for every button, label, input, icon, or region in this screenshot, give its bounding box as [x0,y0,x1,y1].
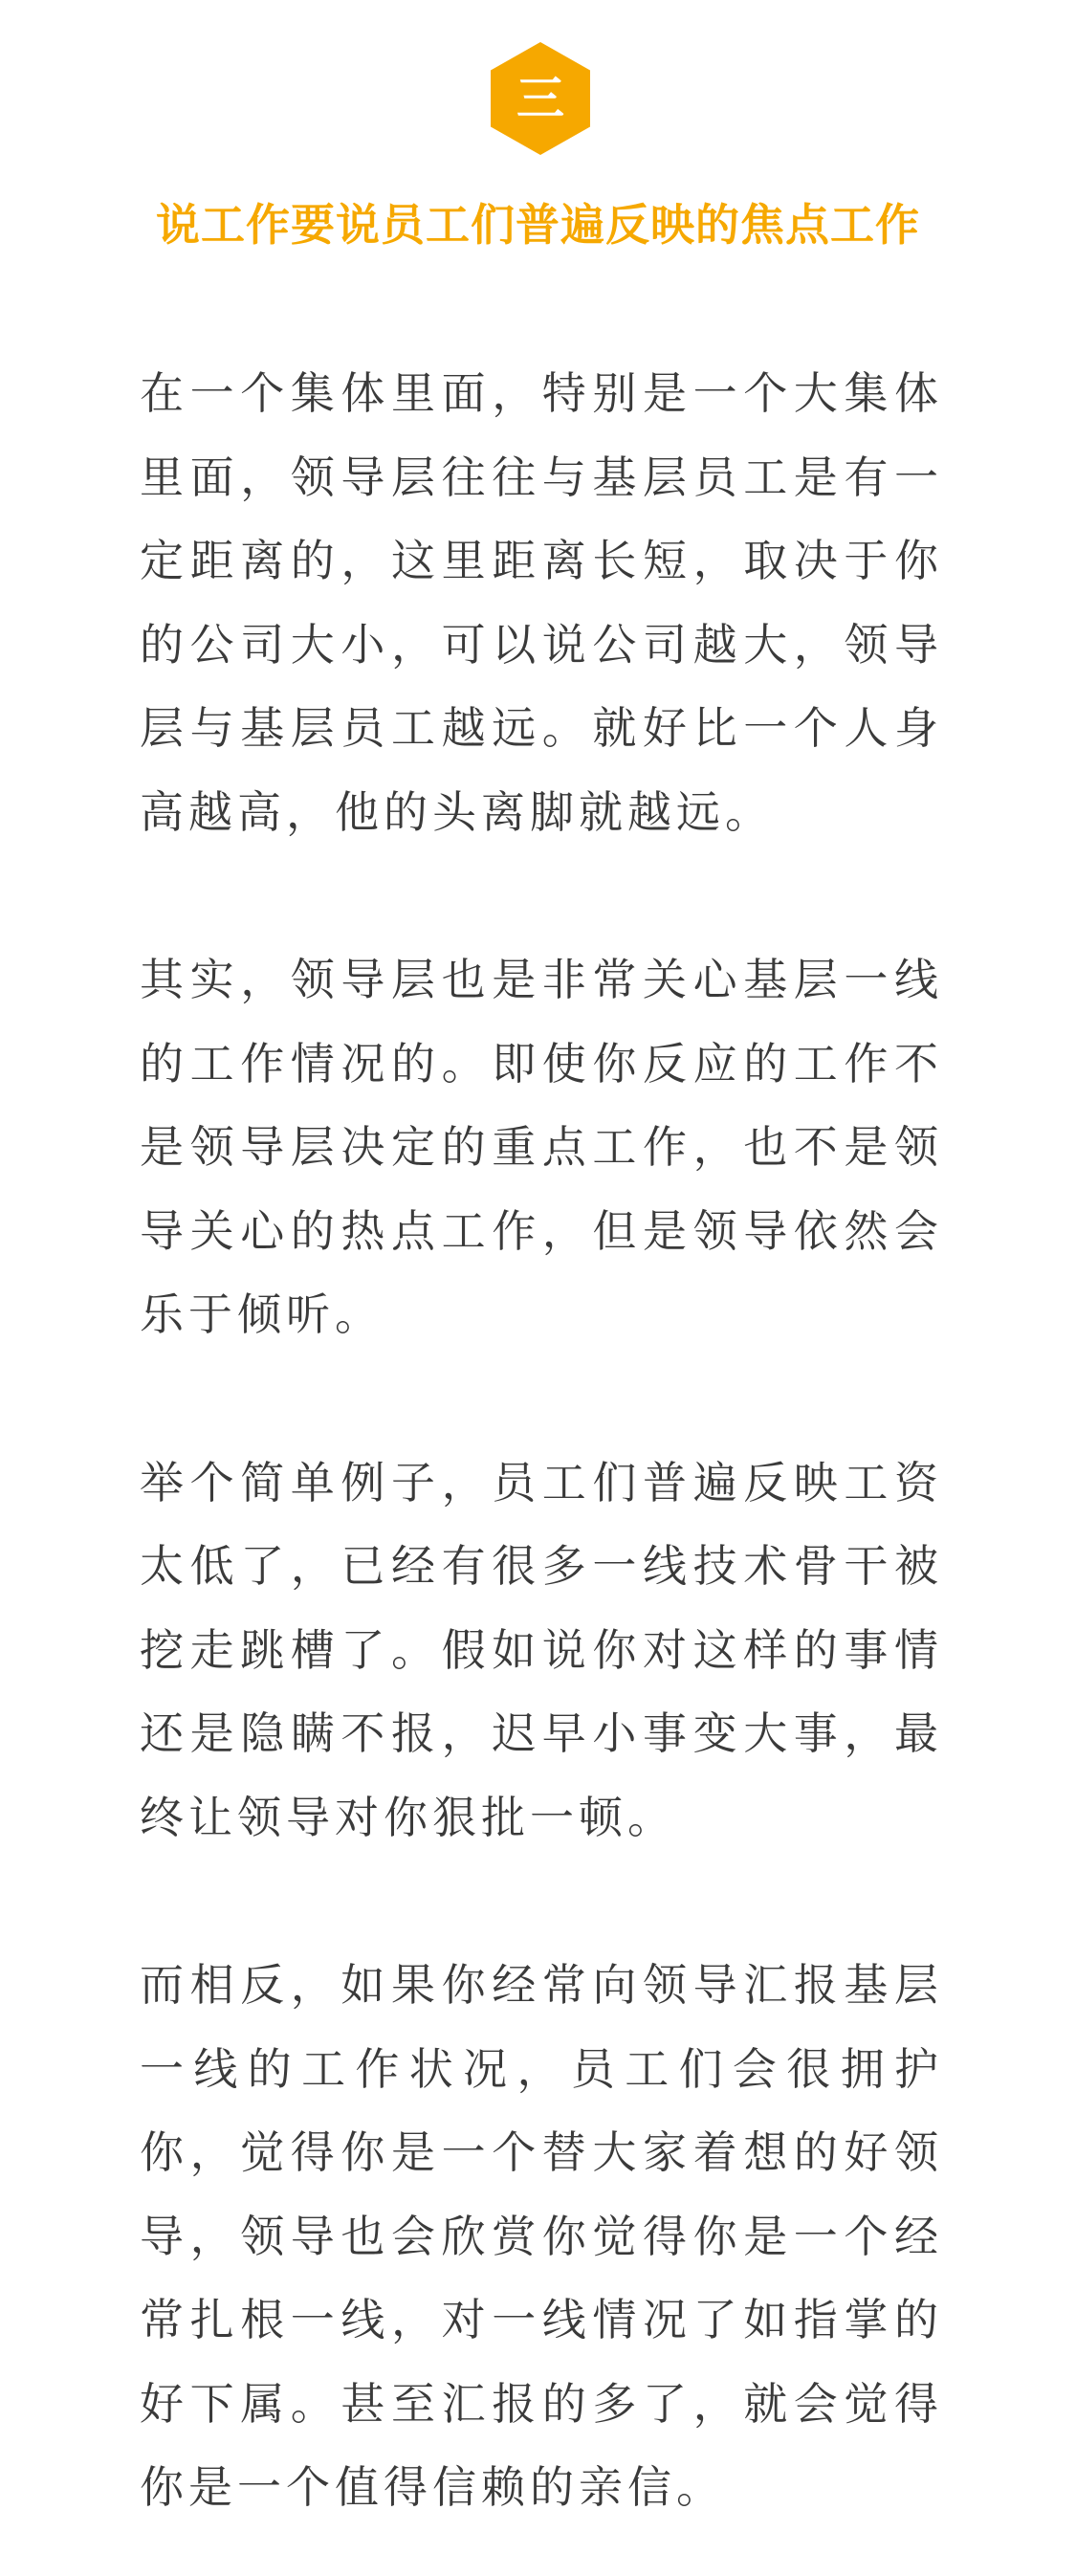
section-number: 三 [516,71,564,126]
paragraph-3: 举个简单例子，员工们普遍反映工资太低了，已经有很多一线技术骨干被挖走跳槽了。假如说你对这样的事情还是隐瞒不报，迟早小事变大事，最终让领导对你狠批一顿。 [140,1456,943,1843]
section-number-badge [491,42,590,155]
section-title: 说工作要说员工们普遍反映的焦点工作 [156,199,920,251]
article-body [140,352,943,2530]
paragraph-4: 而相反，如果你经常向领导汇报基层一线的工作状况，员工们会很拥护你，觉得你是一个替大家着想的好领导，领导也会欣赏你觉得你是一个经常扎根一线，对一线情况了如指掌的好下属。甚至汇报的多了，就会觉得你是一个值得信赖的亲信。 [140,1959,943,2513]
paragraph-2: 其实，领导层也是非常关心基层一线的工作情况的。即使你反应的工作不是领导层决定的重点工作，也不是领导关心的热点工作，但是领导依然会乐于倾听。 [140,954,943,1340]
paragraph-1: 在一个集体里面，特别是一个大集体里面，领导层往往与基层员工是有一定距离的，这里距离长短，取决于你的公司大小，可以说公司越大，领导层与基层员工越远。就好比一个人身高越高，他的头离脚就越远。 [140,367,943,838]
